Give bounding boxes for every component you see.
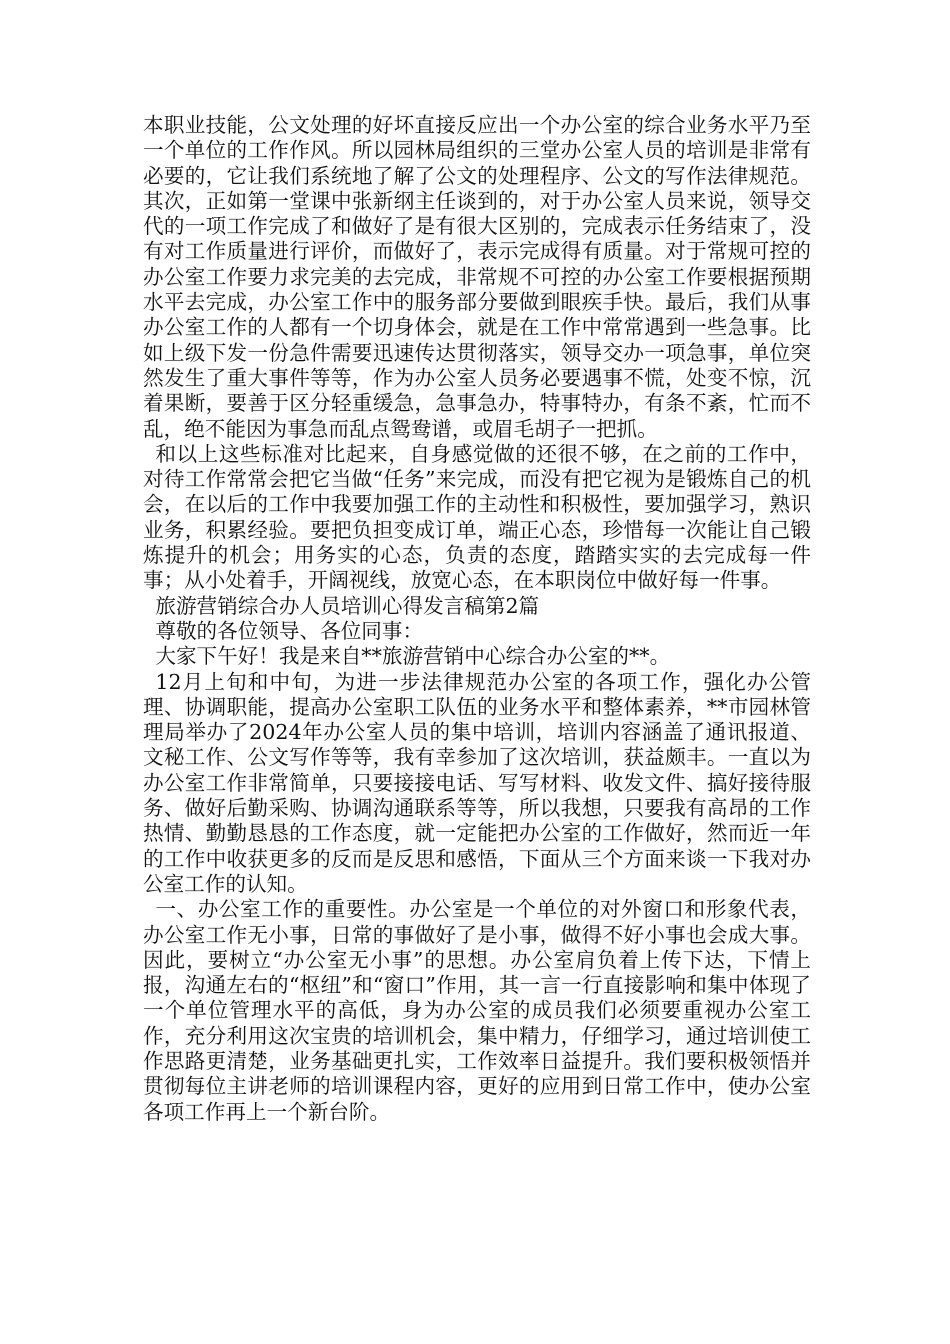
document-page <box>143 113 811 1125</box>
section-heading: 旅游营销综合办人员培训心得发言稿第2篇 <box>155 593 540 618</box>
body-paragraph-3: 12月上旬和中旬，为进一步法律规范办公室的各项工作，强化办公管理、协调职能，提高办公室职工队伍的业务水平和整体素养，**市园林管理局举办了2024年办公室人员的集中培训，培训内容涵盖了通讯报道、文秘工作、公文写作等等，我有幸参加了这次培训，获益颇丰。一直以为办公室工作非常简单，只要接接电话、写写材料、收发文件、搞好接待服务、做好后勤采购、协调沟通联系等等，所以我想，只要我有高昂的工作热情、勤勤恳恳的工作态度，就一定能把办公室的工作做好，然而近一年的工作中收获更多的反而是反思和感悟，下面从三个方面来谈一下我对办公室工作的认知。 <box>143 669 811 896</box>
body-paragraph-4: 一、办公室工作的重要性。办公室是一个单位的对外窗口和形象代表，办公室工作无小事，日常的事做好了是小事，做得不好小事也会成大事。因此，要树立“办公室无小事”的思想。办公室肩负着上传下达，下情上报，沟通左右的“枢纽”和“窗口”作用，其一言一行直接影响和集中体现了一个单位管理水平的高低，身为办公室的成员我们必须要重视办公室工作，充分利用这次宝贵的培训机会，集中精力，仔细学习，通过培训使工作思路更清楚，业务基础更扎实，工作效率日益提升。我们要积极领悟并贯彻每位主讲老师的培训课程内容，更好的应用到日常工作中，使办公室各项工作再上一个新台阶。 <box>143 897 811 1124</box>
body-paragraph-2: 和以上这些标准对比起来，自身感觉做的还很不够，在之前的工作中，对待工作常常会把它当做“任务”来完成，而没有把它视为是锻炼自己的机会，在以后的工作中我要加强工作的主动性和积极性，要加强学习，熟识业务，积累经验。要把负担变成订单，端正心态，珍惜每一次能让自己锻炼提升的机会；用务实的心态，负责的态度，踏踏实实的去完成每一件事；从小处着手，开阔视线，放宽心态，在本职岗位中做好每一件事。 <box>143 441 811 593</box>
body-paragraph-1: 本职业技能，公文处理的好坏直接反应出一个办公室的综合业务水平乃至一个单位的工作作风。所以园林局组织的三堂办公室人员的培训是非常有必要的，它让我们系统地了解了公文的处理程序、公文的写作法律规范。其次，正如第一堂课中张新纲主任谈到的，对于办公室人员来说，领导交代的一项工作完成了和做好了是有很大区别的，完成表示任务结束了，没有对工作质量进行评价，而做好了，表示完成得有质量。对于常规可控的办公室工作要力求完美的去完成，非常规不可控的办公室工作要根据预期水平去完成，办公室工作中的服务部分要做到眼疾手快。最后，我们从事办公室工作的人都有一个切身体会，就是在工作中常常遇到一些急事。比如上级下发一份急件需要迅速传达贯彻落实，领导交办一项急事，单位突然发生了重大事件等等，作为办公室人员务必要遇事不慌，处变不惊，沉着果断，要善于区分轻重缓急，急事急办，特事特办，有条不紊，忙而不乱，绝不能因为事急而乱点鸳鸯谱，或眉毛胡子一把抓。 <box>143 113 811 441</box>
salutation: 尊敬的各位领导、各位同事： <box>155 618 424 643</box>
greeting: 大家下午好！我是来自**旅游营销中心综合办公室的**。 <box>155 644 671 669</box>
